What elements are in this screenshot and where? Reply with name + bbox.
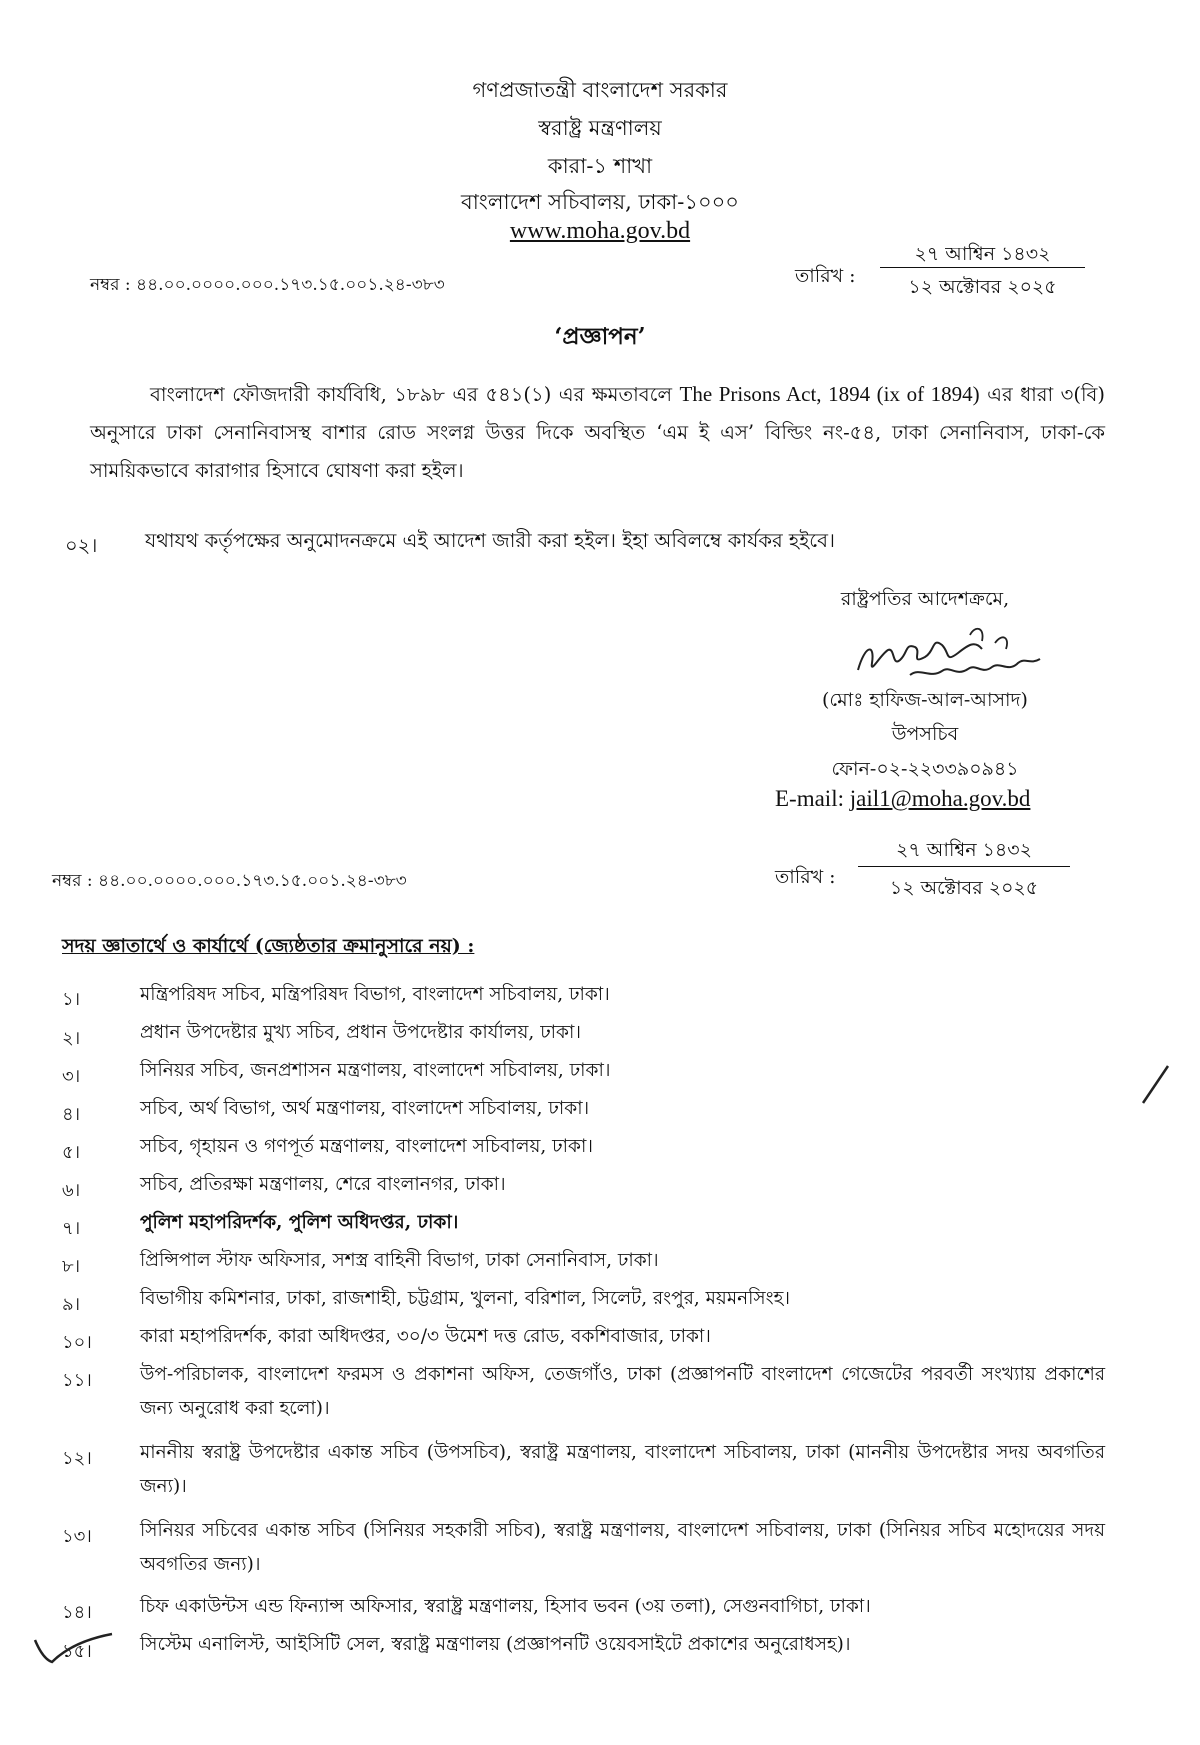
- presidential-order-line: রাষ্ট্রপতির আদেশক্রমে,: [840, 588, 1010, 610]
- list-item: পুলিশ মহাপরিদর্শক, পুলিশ অধিদপ্তর, ঢাকা।: [140, 1212, 459, 1233]
- prisons-act-reference: The Prisons Act, 1894 (ix of 1894): [679, 382, 980, 406]
- list-item: চিফ একাউন্টস এন্ড ফিন্যান্স অফিসার, স্বরাষ্ট্র মন্ত্রণালয়, হিসাব ভবন (৩য় তলা), সেগুনবাগিচা, ঢাকা।: [140, 1596, 871, 1617]
- email-link[interactable]: jail1@moha.gov.bd: [849, 786, 1031, 811]
- list-item: মাননীয় স্বরাষ্ট্র উপদেষ্টার একান্ত সচিব (উপসচিব), স্বরাষ্ট্র মন্ত্রণালয়, বাংলাদেশ সচিবালয়, ঢাকা (মাননীয় উপদেষ্টার সদয় অবগতির জন্য)।: [140, 1442, 1105, 1497]
- list-item-number: ১৪।: [62, 1602, 92, 1623]
- email-label: E-mail:: [775, 786, 844, 811]
- date-label: তারিখ :: [795, 265, 856, 287]
- distribution-heading: সদয় জ্ঞাতার্থে ও কার্যার্থে (জ্যেষ্ঠতার ক্রমানুসারে নয়) :: [62, 935, 475, 957]
- list-item-number: ৯।: [62, 1294, 81, 1315]
- date-divider: [880, 267, 1085, 268]
- list-item: প্রধান উপদেষ্টার মুখ্য সচিব, প্রধান উপদেষ্টার কার্যালয়, ঢাকা।: [140, 1022, 581, 1043]
- distribution-date-bangla: ২৭ আশ্বিন ১৪৩২: [896, 839, 1032, 861]
- item2-text: যথাযথ কর্তৃপক্ষের অনুমোদনক্রমে এই আদেশ জারী করা হইল। ইহা অবিলম্বে কার্যকর হইবে।: [145, 529, 835, 552]
- section-name: কারা-১ শাখা: [547, 154, 653, 178]
- list-item-number: ৬।: [62, 1180, 81, 1201]
- list-item-number: ১৫।: [62, 1641, 92, 1662]
- list-item-number: ৫।: [62, 1142, 81, 1163]
- list-item: সিনিয়র সচিবের একান্ত সচিব (সিনিয়র সহকারী সচিব), স্বরাষ্ট্র মন্ত্রণালয়, বাংলাদেশ সচিবালয়, ঢাকা (সিনিয়র সচিব মহোদয়ের সদয় অবগতির জন্য)।: [140, 1520, 1105, 1575]
- list-item-number: ৭।: [62, 1218, 81, 1239]
- list-item-number: ৮।: [62, 1256, 81, 1277]
- list-item: সচিব, অর্থ বিভাগ, অর্থ মন্ত্রণালয়, বাংলাদেশ সচিবালয়, ঢাকা।: [140, 1098, 590, 1119]
- notification-title: ‘প্রজ্ঞাপন’: [554, 323, 646, 350]
- paragraph-part1: বাংলাদেশ ফৌজদারী কার্যবিধি, ১৮৯৮ এর ৫৪১(১) এর ক্ষমতাবলে: [150, 383, 673, 406]
- list-item: মন্ত্রিপরিষদ সচিব, মন্ত্রিপরিষদ বিভাগ, বাংলাদেশ সচিবালয়, ঢাকা।: [140, 984, 610, 1005]
- government-name: গণপ্রজাতন্ত্রী বাংলাদেশ সরকার: [472, 78, 728, 102]
- list-item-number: ১৩।: [62, 1526, 92, 1547]
- signatory-email-line: [775, 786, 1030, 812]
- list-item: সচিব, প্রতিরক্ষা মন্ত্রণালয়, শেরে বাংলানগর, ঢাকা।: [140, 1174, 506, 1195]
- signatory-phone: ফোন-০২-২২৩৩৯০৯৪১: [831, 758, 1019, 780]
- list-item: সিস্টেম এনালিস্ট, আইসিটি সেল, স্বরাষ্ট্র মন্ত্রণালয় (প্রজ্ঞাপনটি ওয়েবসাইটে প্রকাশের অনুরোধসহ)।: [140, 1634, 851, 1655]
- distribution-date-divider: [858, 866, 1070, 867]
- list-item-number: ১।: [62, 989, 81, 1010]
- distribution-date-english: ১২ অক্টোবর ২০২৫: [889, 877, 1039, 899]
- list-item: বিভাগীয় কমিশনার, ঢাকা, রাজশাহী, চট্টগ্রাম, খুলনা, বরিশাল, সিলেট, রংপুর, ময়মনসিংহ।: [140, 1288, 790, 1309]
- signatory-name: (মোঃ হাফিজ-আল-আসাদ): [822, 689, 1028, 711]
- list-item: প্রিন্সিপাল স্টাফ অফিসার, সশস্ত্র বাহিনী বিভাগ, ঢাকা সেনানিবাস, ঢাকা।: [140, 1250, 659, 1271]
- list-item: সিনিয়র সচিব, জনপ্রশাসন মন্ত্রণালয়, বাংলাদেশ সচিবালয়, ঢাকা।: [140, 1060, 611, 1081]
- ministry-name: স্বরাষ্ট্র মন্ত্রণালয়: [538, 116, 662, 140]
- paragraph-part2: এর ধারা ৩(বি) অনুসারে ঢাকা সেনানিবাসস্থ বাশার রোড সংলগ্ন উত্তর দিকে অবস্থিত ‘এম ই এস’ বিল্ডিং নং-৫৪, ঢাকা সেনানিবাস, ঢাকা-কে সাময়িকভাবে কারাগার হিসাবে ঘোষণা করা হইল।: [90, 383, 1106, 482]
- office-address: বাংলাদেশ সচিবালয়, ঢাকা-১০০০: [461, 190, 739, 214]
- list-item-number: ৪।: [62, 1104, 81, 1125]
- list-item-number: ১০।: [62, 1332, 92, 1353]
- list-item-number: ২।: [62, 1028, 81, 1049]
- list-item-number: ১২।: [62, 1448, 92, 1469]
- date-bangla: ২৭ আশ্বিন ১৪৩২: [914, 243, 1051, 265]
- list-item-number: ৩।: [62, 1066, 81, 1087]
- main-paragraph: [90, 375, 1105, 490]
- signatory-designation: উপসচিব: [891, 723, 959, 745]
- handwritten-signature: [850, 615, 1060, 690]
- date-english: ১২ অক্টোবর ২০২৫: [908, 276, 1057, 298]
- item2-number: ০২।: [65, 534, 98, 557]
- memo-number: নম্বর : ৪৪.০০.০০০০.০০০.১৭৩.১৫.০০১.২৪-৩৮৩: [90, 275, 445, 295]
- checkmark-pen-mark: [30, 1620, 120, 1670]
- slash-pen-mark: [1138, 1058, 1178, 1108]
- list-item-number: ১১।: [62, 1370, 92, 1391]
- distribution-date-label: তারিখ :: [775, 866, 836, 888]
- list-item: কারা মহাপরিদর্শক, কারা অধিদপ্তর, ৩০/৩ উমেশ দত্ত রোড, বকশিবাজার, ঢাকা।: [140, 1326, 711, 1347]
- website-link[interactable]: www.moha.gov.bd: [509, 218, 691, 244]
- distribution-memo-number: নম্বর : ৪৪.০০.০০০০.০০০.১৭৩.১৫.০০১.২৪-৩৮৩: [52, 871, 407, 891]
- list-item: সচিব, গৃহায়ন ও গণপূর্ত মন্ত্রণালয়, বাংলাদেশ সচিবালয়, ঢাকা।: [140, 1136, 593, 1157]
- list-item: উপ-পরিচালক, বাংলাদেশ ফরমস ও প্রকাশনা অফিস, তেজগাঁও, ঢাকা (প্রজ্ঞাপনটি বাংলাদেশ গেজেটের পরবর্তী সংখ্যায় প্রকাশের জন্য অনুরোধ করা হলো)।: [140, 1364, 1105, 1419]
